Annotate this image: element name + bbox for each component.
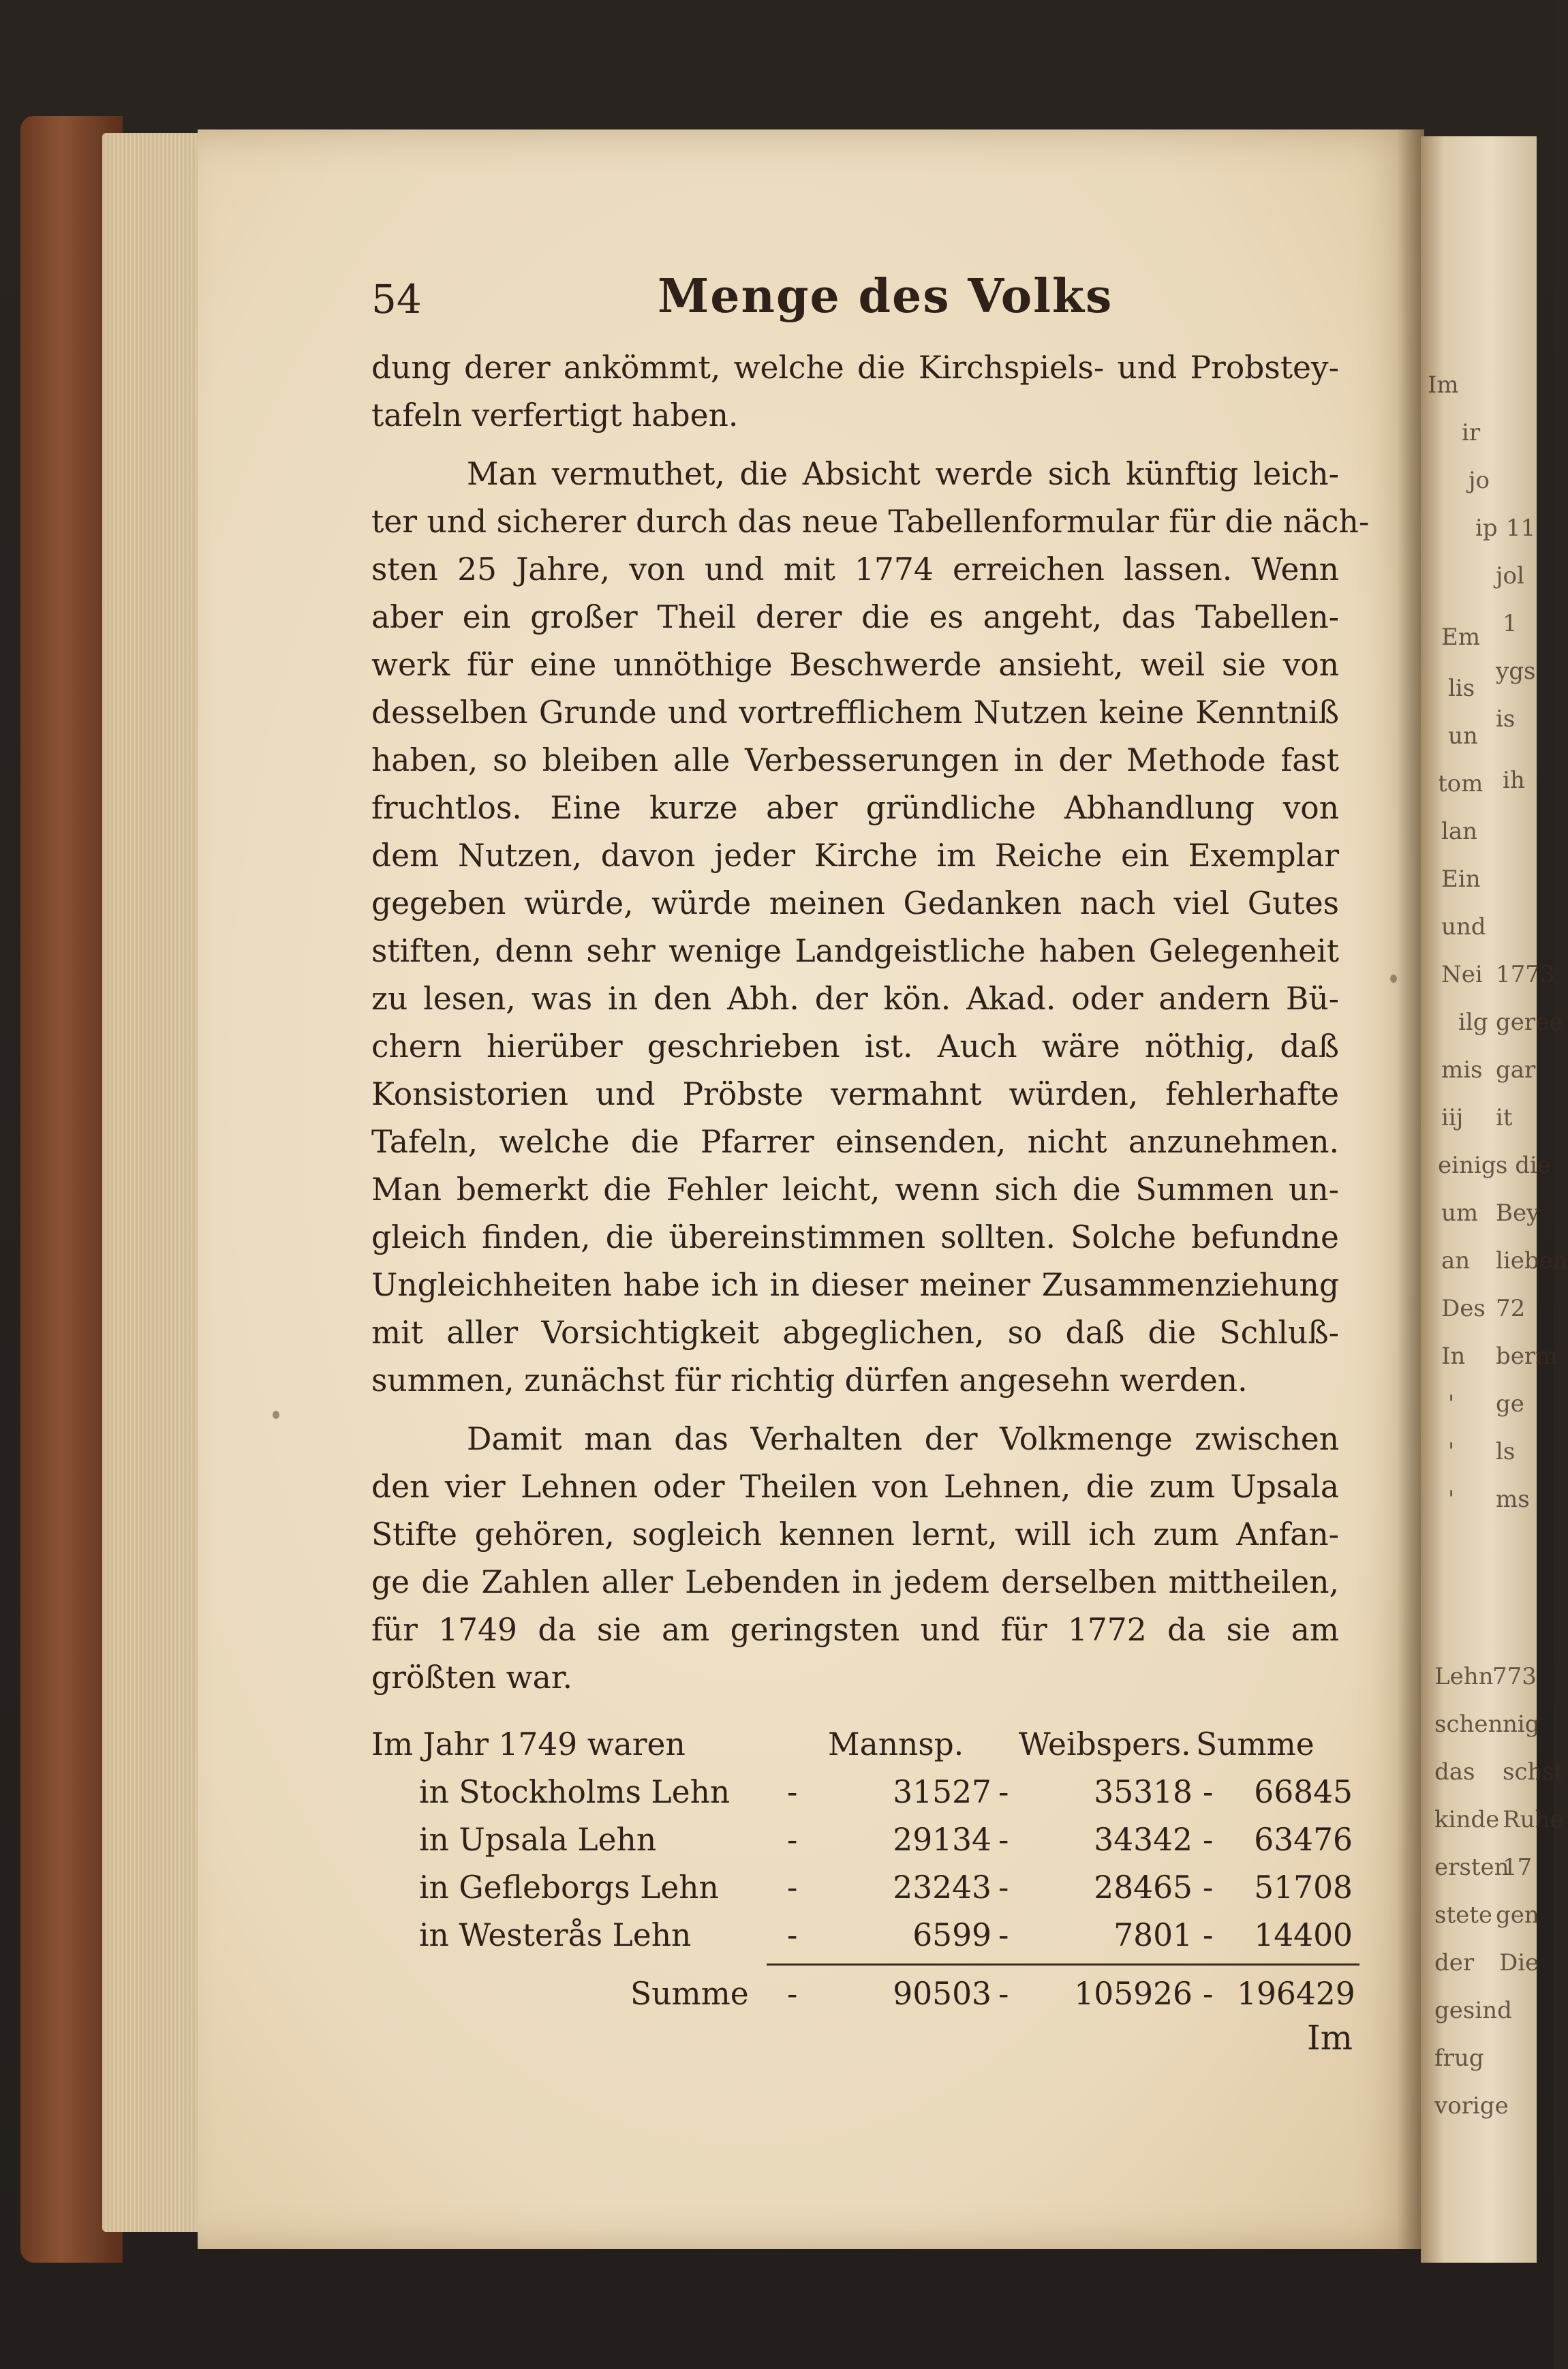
facing-fragment: lis <box>1448 675 1475 702</box>
row-label: in Gefleborgs Lehn <box>419 1869 719 1906</box>
dash: - <box>787 1917 798 1953</box>
facing-fragment: jol <box>1496 562 1524 590</box>
text-line: tafeln verfertigt haben. <box>371 397 739 433</box>
cell-total: 14400 <box>1254 1917 1353 1953</box>
row-label: in Stockholms Lehn <box>419 1774 731 1810</box>
paper-spot <box>1390 975 1397 983</box>
cell-total: 63476 <box>1254 1822 1353 1858</box>
facing-fragment: s die <box>1496 1152 1552 1179</box>
facing-fragment: der <box>1434 1949 1475 1976</box>
column-header-men: Mannsp. <box>828 1726 964 1762</box>
text-line: haben, so bleiben alle Verbesserungen in der Methode fast <box>371 742 1339 778</box>
column-header-total: Summe <box>1196 1726 1315 1762</box>
population-table <box>371 1721 1355 2018</box>
dash: - <box>1203 1976 1214 2012</box>
facing-fragment: Bey <box>1496 1199 1540 1227</box>
text-line: Stifte gehören, sogleich kennen lernt, will ich zum Anfan- <box>371 1516 1339 1553</box>
dash: - <box>998 1822 1009 1858</box>
facing-fragment: 1 <box>1503 610 1518 637</box>
facing-fragment: einig <box>1438 1152 1496 1179</box>
row-label: in Upsala Lehn <box>419 1822 657 1858</box>
cell-total: 51708 <box>1254 1869 1353 1906</box>
cell-women: 35318 <box>1094 1774 1193 1810</box>
facing-fragment: 1773 <box>1496 961 1555 988</box>
text-line: Man vermuthet, die Absicht werde sich künftig leich- <box>467 456 1339 492</box>
facing-fragment: berm <box>1496 1343 1558 1370</box>
facing-fragment: 17 <box>1503 1854 1533 1881</box>
text-line: den vier Lehnen oder Theilen von Lehnen, die zum Upsala <box>371 1469 1339 1505</box>
dash: - <box>1203 1869 1214 1906</box>
facing-page-strip <box>1421 136 1568 2263</box>
paper-spot <box>273 1411 279 1419</box>
facing-fragment: stete <box>1434 1901 1493 1929</box>
facing-fragment: it <box>1496 1104 1513 1131</box>
text-line: sten 25 Jahre, von und mit 1774 erreichen lassen. Wenn <box>371 551 1339 587</box>
table-row <box>371 1864 1353 1912</box>
text-line: gleich finden, die übereinstimmen sollten. Solche befundne <box>371 1219 1339 1255</box>
facing-fragment: um <box>1441 1199 1479 1227</box>
page-number: 54 <box>371 276 422 322</box>
cell-men: 31527 <box>893 1774 991 1810</box>
text-line: werk für eine unnöthige Beschwerde ansieht, weil sie von <box>371 647 1339 683</box>
text-line: chern hierüber geschrieben ist. Auch wäre nöthig, daß <box>371 1028 1339 1065</box>
table-header <box>371 1721 1339 1769</box>
dash: - <box>787 1976 798 2012</box>
text-line: dem Nutzen, davon jeder Kirche im Reiche ein Exemplar <box>371 838 1339 874</box>
facing-fragment: kinde <box>1434 1806 1500 1833</box>
facing-fragment: tom <box>1438 770 1484 797</box>
dash: - <box>1203 1917 1214 1953</box>
facing-fragment: an <box>1441 1247 1471 1274</box>
table-header-label: Im Jahr 1749 waren <box>371 1726 686 1762</box>
cell-women: 28465 <box>1094 1869 1193 1906</box>
cell-women: 34342 <box>1094 1822 1193 1858</box>
facing-fragment: 11 <box>1506 515 1536 542</box>
facing-fragment: In <box>1441 1343 1466 1370</box>
facing-fragment: Ein <box>1441 866 1481 893</box>
paragraph <box>371 450 1370 1405</box>
dash: - <box>998 1774 1009 1810</box>
page-text <box>371 269 1370 2066</box>
binding-gutter <box>1397 129 1424 2249</box>
text-line: summen, zunächst für richtig dürfen angesehn werden. <box>371 1362 1248 1399</box>
text-line: Ungleichheiten habe ich in dieser meiner Zusammenziehung <box>371 1267 1339 1303</box>
facing-fragment: jo <box>1469 467 1490 494</box>
dash: - <box>787 1822 798 1858</box>
table-row <box>371 1912 1353 1959</box>
running-head <box>371 269 1339 344</box>
text-line: desselben Grunde und vortrefflichem Nutzen keine Kenntniß <box>371 694 1339 731</box>
facing-fragment: iij <box>1441 1104 1464 1131</box>
facing-fragment: nig <box>1503 1711 1540 1738</box>
facing-fragment: ip <box>1475 515 1498 542</box>
cell-women: 7801 <box>1113 1917 1193 1953</box>
facing-fragment: das <box>1434 1758 1475 1786</box>
dash: - <box>787 1869 798 1906</box>
facing-fragment: lan <box>1441 818 1478 845</box>
facing-fragment: Nei <box>1441 961 1483 988</box>
facing-fragment: ge <box>1496 1390 1524 1418</box>
dash: - <box>998 1976 1009 2012</box>
facing-fragment: Lehn <box>1434 1663 1494 1690</box>
facing-fragment: ls <box>1496 1438 1516 1465</box>
text-line: fruchtlos. Eine kurze aber gründliche Abhandlung von <box>371 790 1339 826</box>
text-line: für 1749 da sie am geringsten und für 1772 da sie am <box>371 1612 1339 1648</box>
paragraph <box>371 1416 1339 1702</box>
facing-fragment: und <box>1441 913 1486 941</box>
row-label: in Westerås Lehn <box>419 1917 692 1953</box>
facing-fragment: ' <box>1448 1390 1455 1418</box>
sum-women: 105926 <box>1074 1976 1193 2012</box>
text-line: Damit man das Verhalten der Volkmenge zwischen <box>467 1421 1339 1457</box>
cell-men: 23243 <box>893 1869 991 1906</box>
facing-fragment: gen <box>1496 1901 1539 1929</box>
facing-fragment: ' <box>1448 1438 1455 1465</box>
facing-fragment: ygs <box>1496 658 1536 685</box>
running-title: Menge des Volks <box>658 269 1113 324</box>
facing-fragment: lieben <box>1496 1247 1568 1274</box>
text-line: mit aller Vorsichtigkeit abgeglichen, so daß die Schluß- <box>371 1315 1339 1351</box>
text-line: größten war. <box>371 1660 572 1696</box>
text-line: Tafeln, welche die Pfarrer einsenden, nicht anzunehmen. <box>371 1124 1339 1160</box>
text-line: gegeben würde, würde meinen Gedanken nach viel Gutes <box>371 885 1339 921</box>
paragraph <box>371 344 1339 440</box>
text-line: zu lesen, was in den Abh. der kön. Akad. oder andern Bü- <box>371 981 1339 1017</box>
facing-fragment: schst <box>1503 1758 1564 1786</box>
facing-fragment: ih <box>1503 767 1525 794</box>
text-line: Konsistorien und Pröbste vermahnt würden, fehlerhafte <box>371 1076 1339 1112</box>
facing-fragment: geree <box>1496 1009 1563 1036</box>
facing-fragment: 72 <box>1496 1295 1526 1322</box>
facing-fragment: Em <box>1441 624 1481 651</box>
text-line: ter und sicherer durch das neue Tabellenformular für die näch- <box>371 504 1370 540</box>
facing-fragment: ' <box>1448 1486 1455 1513</box>
sum-label: Summe <box>630 1976 749 2012</box>
facing-fragment: 773 <box>1492 1663 1537 1690</box>
text-line: Man bemerkt die Fehler leicht, wenn sich die Summen un- <box>371 1172 1339 1208</box>
facing-fragment: Des <box>1441 1295 1486 1322</box>
facing-fragment: ms <box>1496 1486 1530 1513</box>
dash: - <box>998 1917 1009 1953</box>
dash: - <box>998 1869 1009 1906</box>
text-line: dung derer ankömmt, welche die Kirchspiels- und Probstey- <box>371 350 1339 386</box>
table-row <box>371 1769 1353 1816</box>
dash: - <box>1203 1822 1214 1858</box>
facing-fragment: mis <box>1441 1056 1483 1084</box>
text-line: stiften, denn sehr wenige Landgeistliche haben Gelegenheit <box>371 933 1339 969</box>
table-sum-row <box>371 1970 1355 2018</box>
facing-fragment: gar <box>1496 1056 1536 1084</box>
facing-fragment: un <box>1448 722 1478 750</box>
facing-fragment: ersten <box>1434 1854 1509 1881</box>
column-header-women: Weibspers. <box>1019 1726 1191 1762</box>
facing-fragment: gesind <box>1434 1997 1512 2024</box>
facing-fragment: vorige <box>1434 2092 1509 2120</box>
facing-fragment: Im <box>1428 371 1459 399</box>
dash: - <box>1203 1774 1214 1810</box>
page-stack-edges <box>102 133 204 2232</box>
catchword: Im <box>1306 2018 1353 2058</box>
catchword-line <box>371 2018 1353 2066</box>
sum-men: 90503 <box>893 1976 991 2012</box>
cell-men: 29134 <box>893 1822 991 1858</box>
facing-fragment: schen <box>1434 1711 1503 1738</box>
dash: - <box>787 1774 798 1810</box>
text-line: ge die Zahlen aller Lebenden in jedem derselben mittheilen, <box>371 1564 1339 1600</box>
facing-fragment: is <box>1496 705 1516 733</box>
facing-fragment: Ruhe <box>1503 1806 1564 1833</box>
table-row <box>371 1816 1353 1864</box>
facing-fragment: Die <box>1499 1949 1539 1976</box>
cell-men: 6599 <box>912 1917 991 1953</box>
sum-rule <box>371 1959 1339 1970</box>
facing-fragment: frug <box>1434 2045 1484 2072</box>
facing-fragment: ilg <box>1458 1009 1488 1036</box>
text-line: aber ein großer Theil derer die es angeht, das Tabellen- <box>371 599 1339 635</box>
cell-total: 66845 <box>1254 1774 1353 1810</box>
sum-total: 196429 <box>1237 1976 1355 2012</box>
facing-fragment: ir <box>1462 419 1481 446</box>
